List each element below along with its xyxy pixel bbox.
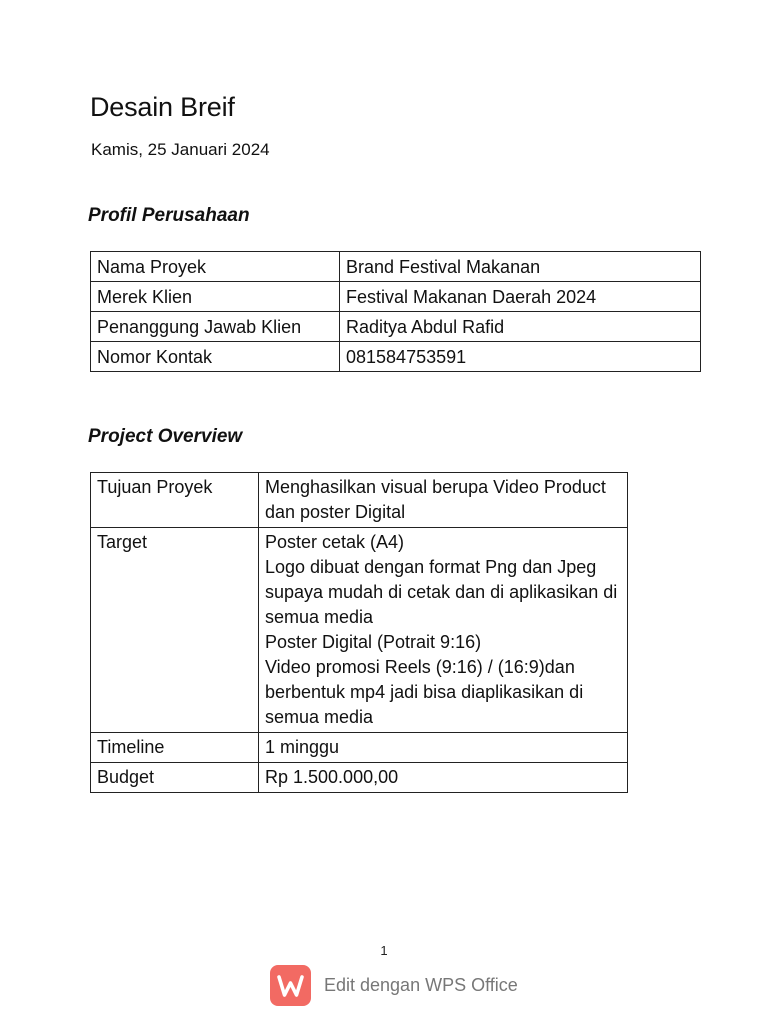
target-line: Poster cetak (A4) <box>265 532 405 552</box>
table-row <box>91 733 628 763</box>
table-row <box>91 473 628 528</box>
table-cell-value: Rp 1.500.000,00 <box>259 763 628 793</box>
target-line: Video promosi Reels (9:16) / (16:9)dan berbentuk mp4 jadi bisa diaplikasikan di semua media <box>265 657 584 727</box>
table-row <box>91 312 701 342</box>
table-cell-key: Merek Klien <box>91 282 340 312</box>
section-heading-overview: Project Overview <box>88 426 243 447</box>
wps-office-icon <box>270 965 311 1006</box>
page-number: 1 <box>380 943 388 958</box>
table-cell-value: Brand Festival Makanan <box>340 252 701 282</box>
target-line: Poster Digital (Potrait 9:16) <box>265 632 482 652</box>
target-line: Logo dibuat dengan format Png dan Jpeg supaya mudah di cetak dan di aplikasikan di semua media <box>265 557 618 627</box>
table-cell-value: Festival Makanan Daerah 2024 <box>340 282 701 312</box>
table-cell-value: 1 minggu <box>259 733 628 763</box>
table-cell-key: Nomor Kontak <box>91 342 340 372</box>
table-cell-key: Tujuan Proyek <box>91 473 259 528</box>
table-cell-value: Raditya Abdul Rafid <box>340 312 701 342</box>
table-cell-key: Budget <box>91 763 259 793</box>
table-row <box>91 528 628 733</box>
table-cell-key: Target <box>91 528 259 733</box>
table-cell-value: 081584753591 <box>340 342 701 372</box>
table-row <box>91 342 701 372</box>
section-heading-profil: Profil Perusahaan <box>88 205 250 226</box>
edit-with-wps-label: Edit dengan WPS Office <box>324 975 518 995</box>
table-cell-key: Penanggung Jawab Klien <box>91 312 340 342</box>
overview-table <box>90 472 628 793</box>
document-date: Kamis, 25 Januari 2024 <box>91 140 270 159</box>
table-cell-value <box>259 528 628 733</box>
table-cell-key: Timeline <box>91 733 259 763</box>
page-title: Desain Breif <box>90 92 235 122</box>
profil-table <box>90 251 701 372</box>
table-cell-key: Nama Proyek <box>91 252 340 282</box>
edit-with-wps-button[interactable] <box>270 965 518 1006</box>
table-row <box>91 282 701 312</box>
table-row <box>91 763 628 793</box>
table-row <box>91 252 701 282</box>
table-cell-value: Menghasilkan visual berupa Video Product dan poster Digital <box>259 473 628 528</box>
